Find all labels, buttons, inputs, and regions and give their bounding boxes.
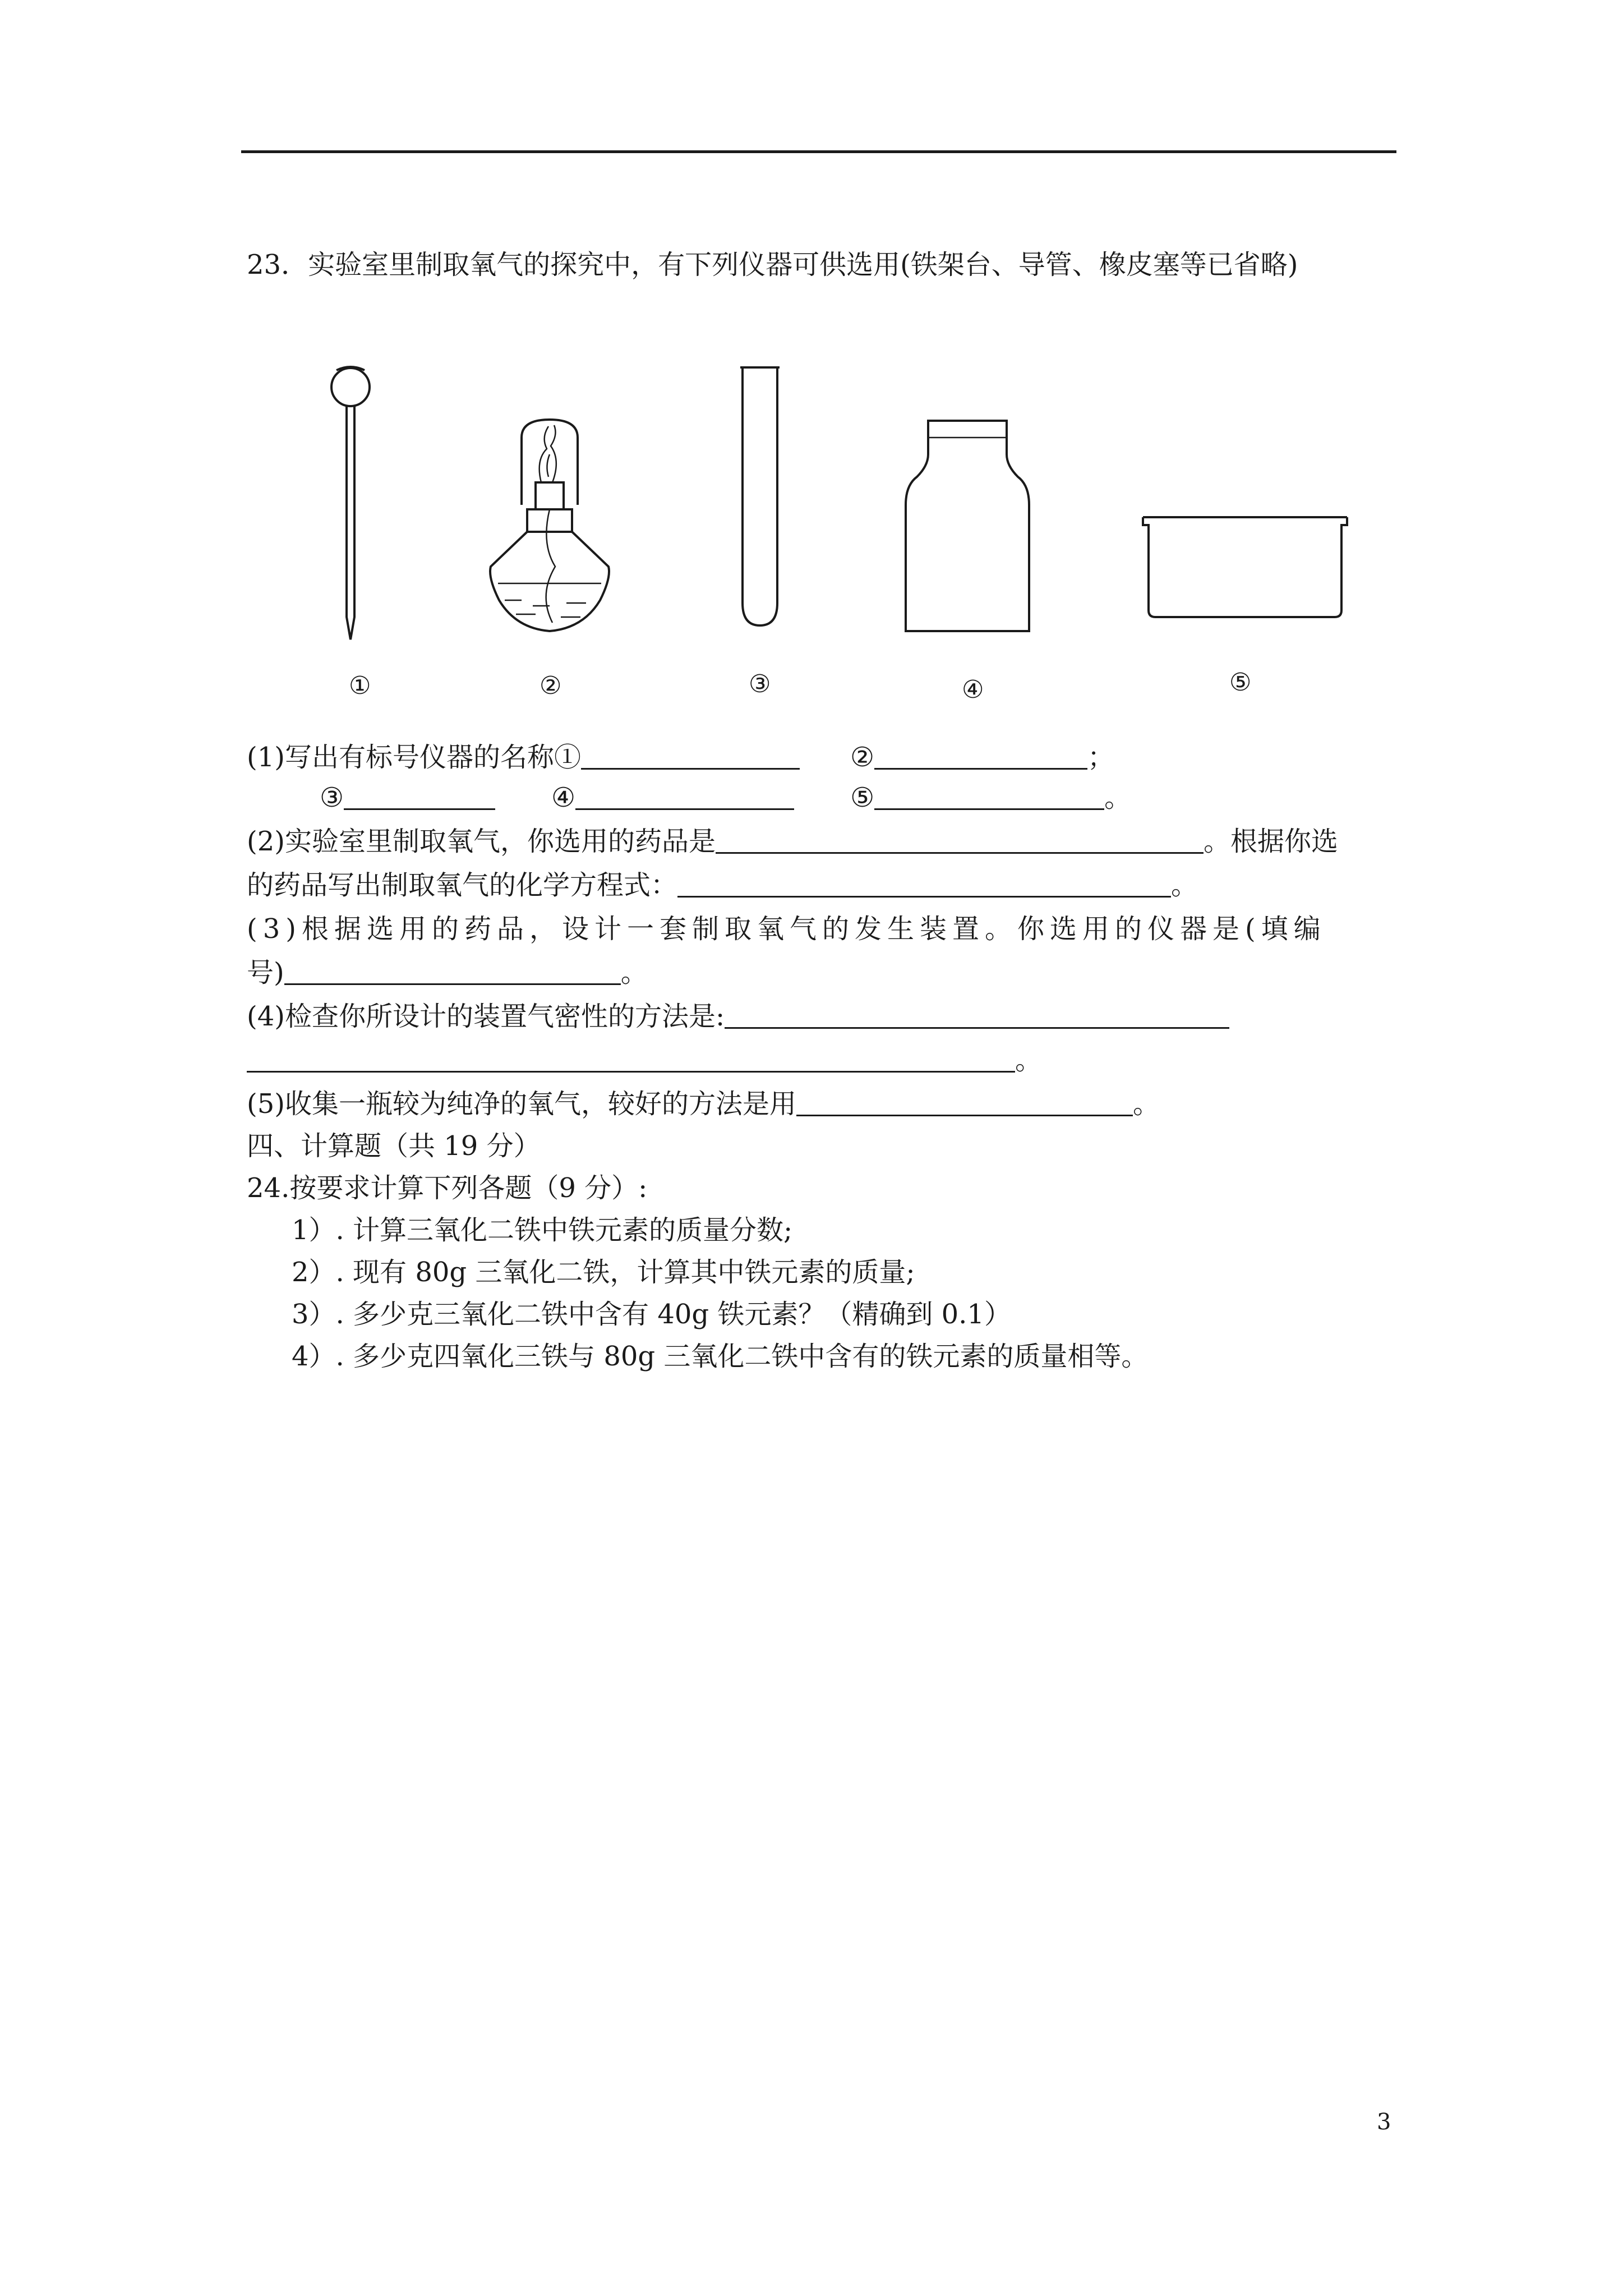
- label-5: ⑤: [850, 782, 875, 813]
- apparatus-label-2: ②: [540, 671, 562, 700]
- apparatus-choice-blank[interactable]: [284, 956, 621, 985]
- part-2-line-2: 的药品写出制取氧气的化学方程式： 。: [247, 869, 1198, 901]
- test-tube-icon: [735, 362, 785, 631]
- answer-blank-2[interactable]: [874, 741, 1087, 770]
- part-3-line-1: (3)根据选用的药品，设计一套制取氧气的发生装置。你选用的仪器是(填编: [247, 913, 1326, 945]
- question-24-title: 24.按要求计算下列各题（9 分）:: [247, 1172, 648, 1204]
- part-4-text: (4)检查你所设计的装置气密性的方法是:: [247, 1001, 725, 1032]
- question-24-item-4: 4）. 多少克四氧化三铁与 80g 三氧化二铁中含有的铁元素的质量相等。: [292, 1341, 1149, 1372]
- alcohol-lamp-icon: [482, 415, 617, 645]
- part-1-line-2: ③ ④ ⑤ 。: [320, 782, 1132, 813]
- question-24-item-2: 2）. 现有 80g 三氧化二铁，计算其中铁元素的质量;: [292, 1257, 915, 1288]
- part-1-text: (1)写出有标号仪器的名称①: [247, 742, 581, 773]
- section-4-title: 四、计算题（共 19 分）: [247, 1130, 541, 1162]
- apparatus-label-1: ①: [349, 671, 371, 700]
- airtightness-blank-2[interactable]: [247, 1044, 1015, 1073]
- apparatus-label-5: ⑤: [1229, 668, 1252, 697]
- answer-blank-1[interactable]: [581, 741, 800, 770]
- answer-blank-3[interactable]: [344, 781, 495, 810]
- gas-jar-icon: [900, 415, 1035, 639]
- trough-icon: [1138, 510, 1352, 623]
- part-1-line-1: (1)写出有标号仪器的名称① ② ；: [247, 742, 1115, 773]
- part-2-text: (2)实验室里制取氧气，你选用的药品是: [247, 826, 716, 857]
- reagent-blank[interactable]: [716, 825, 1204, 854]
- answer-blank-5[interactable]: [874, 781, 1104, 810]
- part-3-line-2: 号) 。: [247, 957, 648, 988]
- apparatus-label-4: ④: [962, 675, 984, 704]
- page-number: 3: [1377, 2109, 1391, 2135]
- part-2-line-1: (2)实验室里制取氧气，你选用的药品是 。根据你选: [247, 826, 1339, 857]
- label-2: ②: [850, 742, 875, 773]
- header-rule: [241, 150, 1396, 153]
- dropping-funnel-icon: [320, 359, 381, 651]
- part-4-line-2: 。: [247, 1043, 1402, 1077]
- apparatus-label-3: ③: [749, 670, 771, 698]
- collection-method-blank[interactable]: [796, 1088, 1133, 1116]
- equation-blank[interactable]: [677, 869, 1171, 898]
- part-5-text: (5)收集一瓶较为纯净的氧气，较好的方法是用: [247, 1088, 796, 1120]
- airtightness-blank-1[interactable]: [725, 1000, 1229, 1029]
- equation-prompt: 的药品写出制取氧气的化学方程式：: [247, 869, 678, 901]
- question-23-title: 23．实验室里制取氧气的探究中，有下列仪器可供选用(铁架台、导管、橡皮塞等已省略): [247, 249, 1298, 280]
- answer-blank-4[interactable]: [575, 781, 794, 810]
- label-3: ③: [320, 782, 344, 813]
- part-4-line-1: [247, 1000, 1402, 1033]
- question-24-item-3: 3）. 多少克三氧化二铁中含有 40g 铁元素？（精确到 0.1）: [292, 1299, 1011, 1330]
- question-24-item-1: 1）. 计算三氧化二铁中铁元素的质量分数;: [292, 1214, 793, 1246]
- part-5-line: (5)收集一瓶较为纯净的氧气，较好的方法是用 。: [247, 1088, 1160, 1120]
- label-4: ④: [551, 782, 576, 813]
